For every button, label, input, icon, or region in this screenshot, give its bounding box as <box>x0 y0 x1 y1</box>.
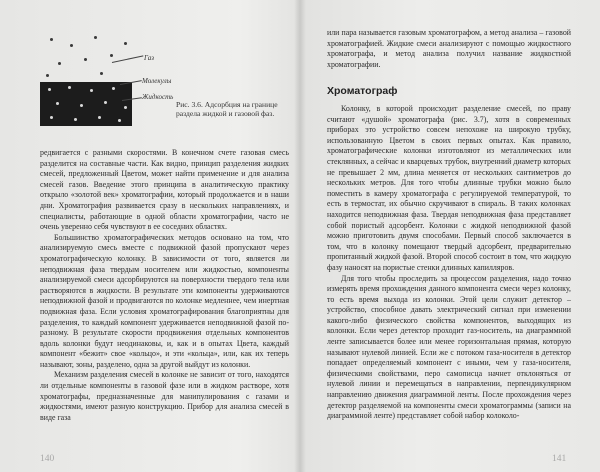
right-top-paragraph: или пара называется газовым хроматографом, а метод анализа – газовой хроматографией. Жидкие смеси анализируют с помощью жидкостного хроматографа, и метод анализа получил название жидкостной хроматографии. <box>327 28 571 69</box>
gas-molecule-dot <box>70 44 73 47</box>
left-paragraph-2: Большинство хроматографических методов основано на том, что анализируемую смесь вместе с подвижной фазой пропускают через хроматографическую колонку. В зависимости от того, является ли неподвижная фаза твердым носителем или жидкостью, компоненты анализируемой смеси адсорбируются на поверхности твердого тела или растворяются в жидкости. В результате эти компоненты удерживаются неподвижной фазой и продвигаются по колонке медленнее, чем инертная подвижная фаза. Если условия хроматографирования благоприятны для разделения, то каждый компонент удерживается неподвижной фазой по-разному. В результате скорости продвижения отдельных компонентов вдоль колонки будут неодинаковы, и, как и в опытах Цвета, каждый компонент «бежит» свое «кольцо», и эти «кольца», или, как их теперь называют, зоны, разделено, одна за другой выйдут из колонки. <box>40 232 289 369</box>
gas-molecule-dot <box>94 36 97 39</box>
page-number-left: 140 <box>40 454 55 464</box>
liquid-molecule-dot <box>56 102 59 105</box>
liquid-molecule-dot <box>98 116 101 119</box>
gas-molecule-dot <box>46 74 49 77</box>
right-top-text <box>327 28 571 70</box>
liquid-label: Жидкость <box>142 93 174 101</box>
gas-label: Газ <box>144 54 155 62</box>
liquid-molecule-dot <box>118 119 121 122</box>
liquid-molecule-dot <box>90 89 93 92</box>
liquid-molecule-dot <box>104 101 107 104</box>
page-number-right: 141 <box>552 454 567 464</box>
liquid-molecule-dot <box>112 87 115 90</box>
liquid-molecule-dot <box>48 88 51 91</box>
figure-caption: Рис. 3.6. Адсорбция на границе раздела жидкой и газовой фаз. <box>176 100 278 118</box>
adsorption-figure <box>40 34 290 146</box>
gas-molecule-dot <box>124 42 127 45</box>
liquid-molecule-dot <box>50 116 53 119</box>
liquid-phase-block <box>40 82 132 126</box>
gas-leader-line <box>112 55 144 63</box>
liquid-molecule-dot <box>124 106 127 109</box>
right-paragraph-1: Колонку, в которой происходит разделение смесей, по праву считают «душой» хроматографа (рис. 3.7), хотя в современных приборах это устройство совсем непохоже на широкую трубку, использованную Цветом в своих первых опытах. Как правило, хроматографические колонки изготовляют из металлических или стеклянных, а сейчас и кварцевых трубок, внутренний диаметр которых не превышает 2 мм, длина меняется от нескольких сантиметров до нескольких метров. Для того чтобы длинные трубки можно было поместить в камеру хроматографа с регулируемой температурой, то есть в термостат, их обычно скручивают в спираль. В таких колонках находится неподвижная фаза. Твердая неподвижная фаза представляет собой пористый адсорбент. Колонки с жидкой неподвижной фазой можно приготовить двумя способами. Первый способ заключается в том, что в колонку помещают твердый адсорбент, предварительно пропитанный жидкой фазой. Второй способ состоит в том, что жидкую фазу наносят на пористые стенки длинных капилляров. <box>327 104 571 272</box>
section-heading: Хроматограф <box>327 85 398 97</box>
liquid-molecule-dot <box>68 86 71 89</box>
right-body-text <box>327 104 571 422</box>
gas-molecule-dot <box>100 72 103 75</box>
liquid-molecule-dot <box>80 104 83 107</box>
left-body-text <box>40 148 289 423</box>
gas-molecule-dot <box>84 58 87 61</box>
gas-molecule-dot <box>110 54 113 57</box>
molecules-label: Молекулы <box>142 77 172 85</box>
left-paragraph-1: редвигается с разными скоростями. В конечном счете газовая смесь разделится на составные части. Как видно, принцип разделения жидких смесей, предложенный Цветом, может найти применение и для анализа смесей газов. Введение этого принципа в аналитическую практику открыло «золотой век» хроматографии, который продолжается и в наши дни. Хроматография развивается сразу в нескольких направлениях, и специалисты, работающие в одной области хроматографии, часто не очень уверенно себя чувствуют в ее соседних областях. <box>40 148 289 232</box>
gas-molecule-dot <box>50 38 53 41</box>
gas-molecule-dot <box>58 62 61 65</box>
left-paragraph-3: Механизм разделения смесей в колонке не зависит от того, находятся ли отдельные компоненты в газовой фазе или в жидком растворе, хотя хроматографы, предназначенные для манипулирования с газами и жидкостями, имеют разную конструкцию. Прибор для анализа смесей в виде газа <box>40 370 289 422</box>
right-paragraph-2: Для того чтобы проследить за процессом разделения, надо точно измерять время прохождения данного компонента смеси через колонку, то есть время выхода из колонки. Этой цели служит детектор – устройство, способное давать электрический сигнал при изменении какого-либо физического свойства компонентов, выходящих из колонки. Если через детектор проходит газ-носитель, на диаграммной ленте записывается более или менее горизонтальная прямая, которую называют нулевой линией. Если же с потоком газа-носителя в детектор попадает определяемый компонент с иными, чем у газа-носителя, физическими свойствами, перо самописца начнет отклоняться от нулевой линии и перемещаться в направлении, перпендикулярном направлению движения диаграммной ленты. После прохождения через детектор разделяемой на компоненты смеси хроматограммы (записи на диаграммной ленте) представляет собой набор колоколо- <box>327 273 571 421</box>
liquid-molecule-dot <box>74 118 77 121</box>
